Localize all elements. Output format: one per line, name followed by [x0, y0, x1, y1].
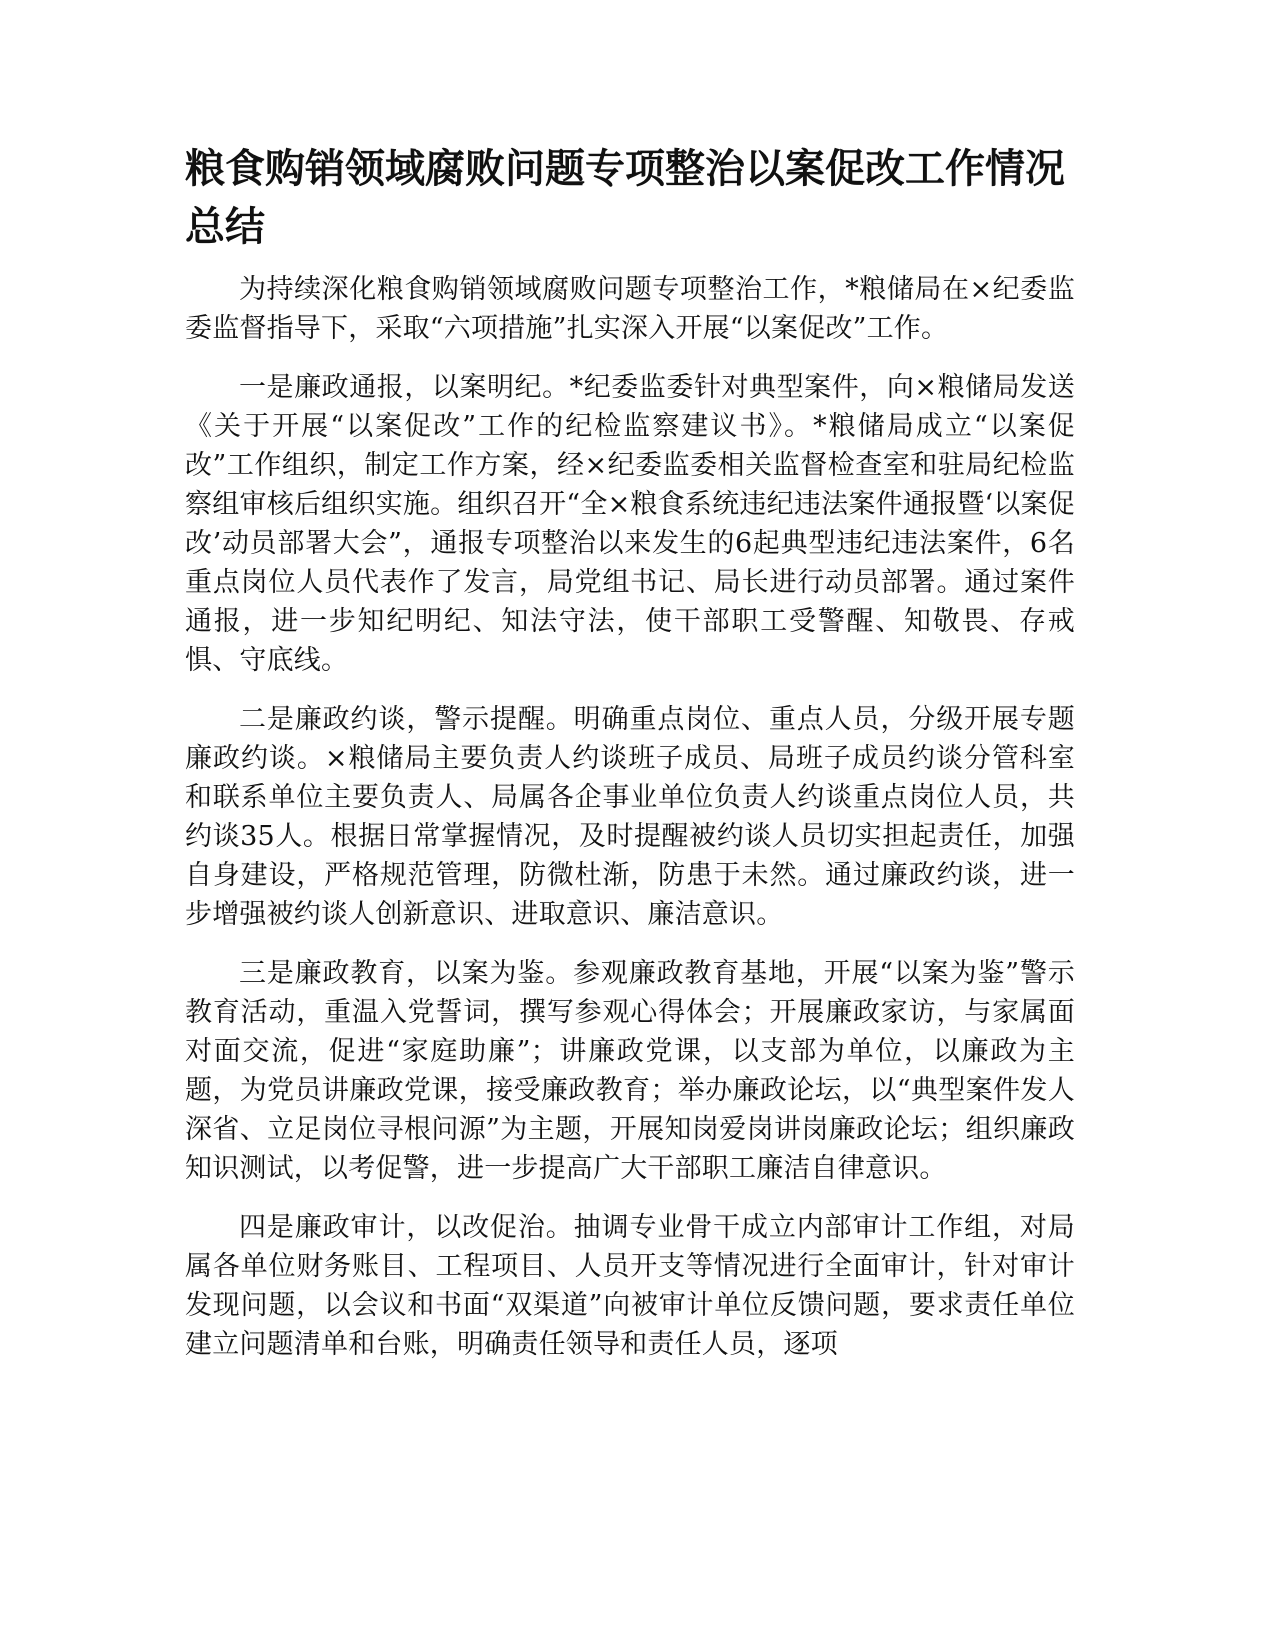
paragraph-measure-3: 三是廉政教育，以案为鉴。参观廉政教育基地，开展“以案为鉴”警示教育活动，重温入党誓词，撰写参观心得体会；开展廉政家访，与家属面对面交流，促进“家庭助廉”；讲廉政党课，以支部为单位，以廉政为主题，为党员讲廉政党课，接受廉政教育；举办廉政论坛，以“典型案件发人深省、立足岗位寻根问源”为主题，开展知岗爱岗讲岗廉政论坛；组织廉政知识测试，以考促警，进一步提高广大干部职工廉洁自律意识。 — [185, 958, 1075, 1184]
paragraph-measure-1: 一是廉政通报，以案明纪。*纪委监委针对典型案件，向×粮储局发送《关于开展“以案促改”工作的纪检监察建议书》。*粮储局成立“以案促改”工作组织，制定工作方案，经×纪委监委相关监督检查室和驻局纪检监察组审核后组织实施。组织召开“全×粮食系统违纪违法案件通报暨‘以案促改’动员部署大会”，通报专项整治以来发生的6起典型违纪违法案件，6名重点岗位人员代表作了发言，局党组书记、局长进行动员部署。通过案件通报，进一步知纪明纪、知法守法，使干部职工受警醒、知敬畏、存戒惧、守底线。 — [185, 372, 1075, 676]
document-title: 粮食购销领域腐败问题专项整治以案促改工作情况总结 — [185, 146, 1065, 250]
document-body — [185, 140, 1075, 1384]
paragraph-measure-2: 二是廉政约谈，警示提醒。明确重点岗位、重点人员，分级开展专题廉政约谈。×粮储局主要负责人约谈班子成员、局班子成员约谈分管科室和联系单位主要负责人、局属各企事业单位负责人约谈重点岗位人员，共约谈35人。根据日常掌握情况，及时提醒被约谈人员切实担起责任，加强自身建设，严格规范管理，防微杜渐，防患于未然。通过廉政约谈，进一步增强被约谈人创新意识、进取意识、廉洁意识。 — [185, 704, 1075, 930]
paragraph-intro: 为持续深化粮食购销领域腐败问题专项整治工作，*粮储局在×纪委监委监督指导下，采取“六项措施”扎实深入开展“以案促改”工作。 — [185, 274, 1075, 344]
paragraph-measure-4: 四是廉政审计，以改促治。抽调专业骨干成立内部审计工作组，对局属各单位财务账目、工程项目、人员开支等情况进行全面审计，针对审计发现问题，以会议和书面“双渠道”向被审计单位反馈问题，要求责任单位建立问题清单和台账，明确责任领导和责任人员，逐项 — [185, 1212, 1075, 1360]
